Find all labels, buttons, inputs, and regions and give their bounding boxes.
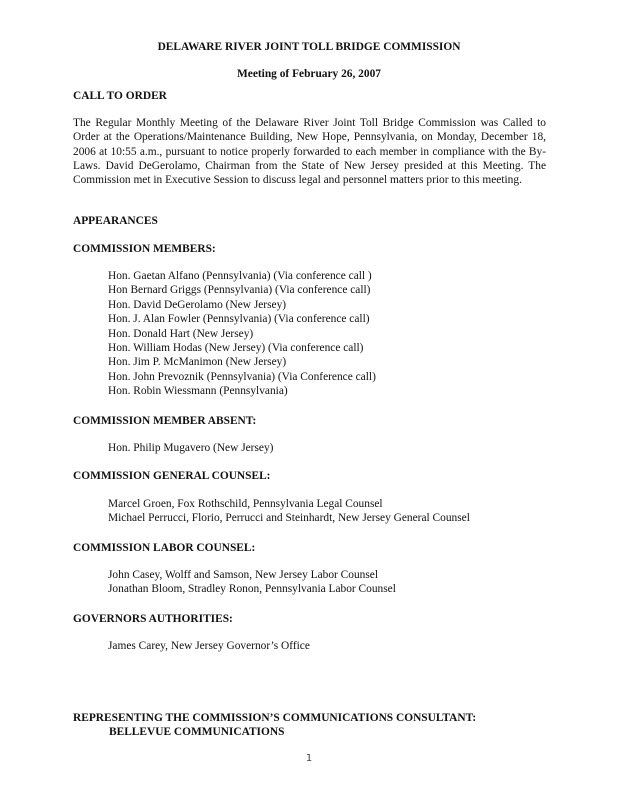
list-item: Hon. Philip Mugavero (New Jersey) <box>108 442 274 454</box>
general-counsel-heading: COMMISSION GENERAL COUNSEL: <box>73 470 271 482</box>
document-title: DELAWARE RIVER JOINT TOLL BRIDGE COMMISSION <box>157 41 461 53</box>
member-absent-heading: COMMISSION MEMBER ABSENT: <box>73 415 257 427</box>
page-number: 1 <box>305 753 313 764</box>
list-item: Marcel Groen, Fox Rothschild, Pennsylvania Legal Counsel <box>108 498 383 510</box>
communications-consultant-heading-line1: REPRESENTING THE COMMISSION’S COMMUNICATIONS CONSULTANT: <box>73 712 477 724</box>
list-item: Jonathan Bloom, Stradley Ronon, Pennsylvania Labor Counsel <box>108 583 396 596</box>
list-item: Hon. William Hodas (New Jersey) (Via conference call) <box>108 341 364 354</box>
list-item: Hon. Gaetan Alfano (Pennsylvania) (Via conference call ) <box>108 270 372 282</box>
list-item: Hon Bernard Griggs (Pennsylvania) (Via conference call) <box>108 284 371 297</box>
meeting-date: Meeting of February 26, 2007 <box>237 68 381 80</box>
list-item: Hon. Jim P. McManimon (New Jersey) <box>108 356 287 369</box>
list-item: Michael Perrucci, Florio, Perrucci and Steinhardt, New Jersey General Counsel <box>108 512 470 525</box>
communications-consultant-heading-line2: BELLEVUE COMMUNICATIONS <box>109 726 285 739</box>
list-item: Hon. David DeGerolamo (New Jersey) <box>108 298 287 311</box>
labor-counsel-list <box>108 568 396 597</box>
commission-members-list <box>108 269 376 399</box>
call-to-order-heading: CALL TO ORDER <box>73 90 167 102</box>
governors-authorities-list <box>108 639 310 653</box>
commission-members-heading: COMMISSION MEMBERS: <box>73 243 216 255</box>
member-absent-list <box>108 441 273 455</box>
list-item: Hon. J. Alan Fowler (Pennsylvania) (Via conference call) <box>108 313 370 326</box>
appearances-heading: APPEARANCES <box>73 215 158 227</box>
communications-consultant-heading <box>73 711 476 739</box>
call-to-order-paragraph: The Regular Monthly Meeting of the Delaware River Joint Toll Bridge Commission was Called to Order at the Operations/Maintenance Building, New Hope, Pennsylvania, on Monday, December 18, 2006 at 10:55 a.m., pursuant to notice properly forwarded to each member in compliance with the By-Laws. David DeGerolamo, Chairman from the State of New Jersey presided at this Meeting. The Commission met in Executive Session to discuss legal and personnel matters prior to this meeting. <box>73 117 546 187</box>
list-item: Hon. John Prevoznik (Pennsylvania) (Via Conference call) <box>108 370 376 383</box>
list-item: John Casey, Wolff and Samson, New Jersey Labor Counsel <box>108 569 378 581</box>
list-item: Hon. Robin Wiessmann (Pennsylvania) <box>108 385 288 398</box>
governors-authorities-heading: GOVERNORS AUTHORITIES: <box>73 613 233 625</box>
labor-counsel-heading: COMMISSION LABOR COUNSEL: <box>73 542 256 554</box>
list-item: James Carey, New Jersey Governor’s Office <box>108 640 310 652</box>
general-counsel-list <box>108 497 470 526</box>
list-item: Hon. Donald Hart (New Jersey) <box>108 327 254 340</box>
